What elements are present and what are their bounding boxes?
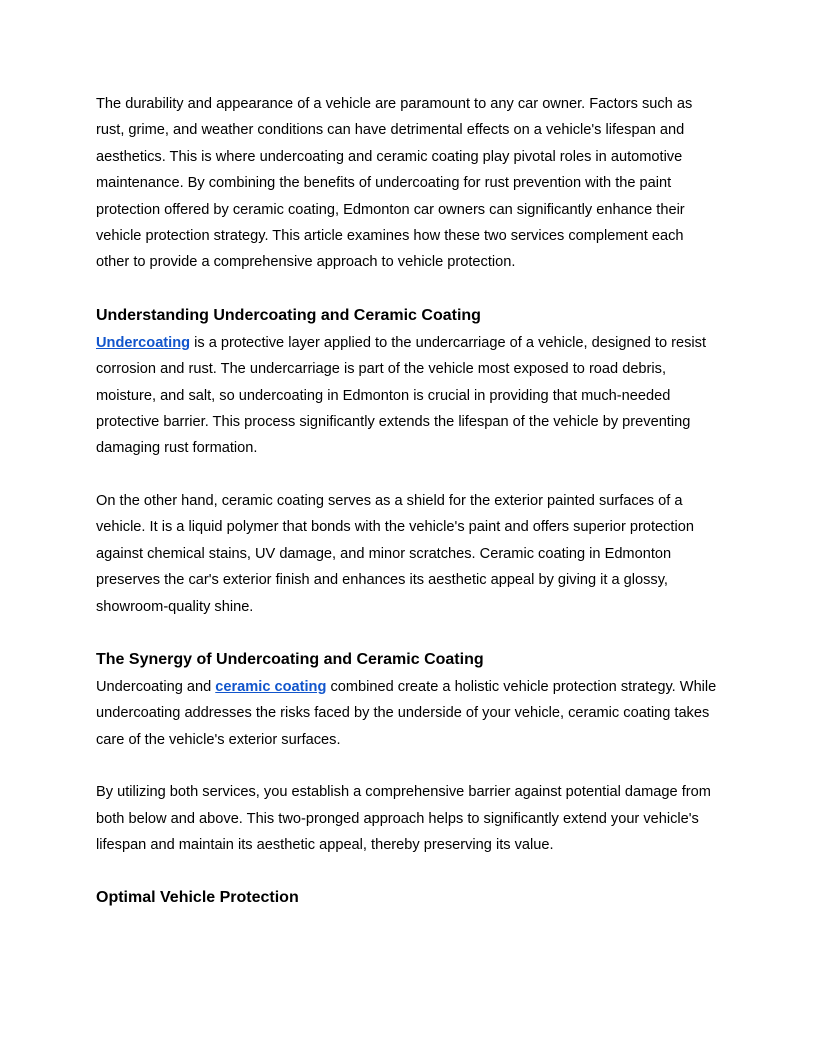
spacer	[96, 620, 720, 646]
intro-paragraph: The durability and appearance of a vehicle are paramount to any car owner. Factors such as rust, grime, and weather conditions can have detrimental effects on a vehicle's lifespan and aesthetics. This is where undercoating and ceramic coating play pivotal roles in automotive maintenance. By combining the benefits of undercoating for rust prevention with the paint protection offered by ceramic coating, Edmonton car owners can significantly enhance their vehicle protection strategy. This article examines how these two services complement each other to provide a comprehensive approach to vehicle protection.	[96, 96, 693, 271]
section-heading-understanding: Understanding Undercoating and Ceramic Coating	[96, 306, 481, 324]
ceramic-coating-link[interactable]: ceramic coating	[215, 678, 327, 695]
synergy-text-after: combined create a holistic vehicle protection strategy. While undercoating addresses the risks faced by the underside of your vehicle, ceramic coating takes care of the vehicle's exterior surfaces.	[96, 678, 717, 748]
section-heading-synergy: The Synergy of Undercoating and Ceramic Coating	[96, 650, 484, 668]
synergy-paragraph	[96, 674, 720, 753]
spacer	[96, 753, 720, 779]
undercoating-paragraph	[96, 330, 720, 462]
undercoating-paragraph-text: is a protective layer applied to the undercarriage of a vehicle, designed to resist corrosion and rust. The undercarriage is part of the vehicle most exposed to road debris, moisture, and salt, so undercoating in Edmonton is crucial in providing that much-needed protective barrier. This process significantly extends the lifespan of the vehicle by preventing damaging rust formation.	[96, 334, 707, 457]
document-page	[96, 91, 720, 912]
ceramic-coating-paragraph: On the other hand, ceramic coating serves as a shield for the exterior painted surfaces of a vehicle. It is a liquid polymer that bonds with the vehicle's paint and offers superior protection against chemical stains, UV damage, and minor scratches. Ceramic coating in Edmonton preserves the car's exterior finish and enhances its aesthetic appeal by giving it a glossy, showroom-quality shine.	[96, 492, 694, 615]
synergy-text-before: Undercoating and	[96, 678, 216, 695]
spacer	[96, 462, 720, 488]
spacer	[96, 276, 720, 302]
undercoating-link[interactable]: Undercoating	[96, 334, 191, 351]
section-heading-optimal: Optimal Vehicle Protection	[96, 889, 299, 907]
both-services-paragraph: By utilizing both services, you establish a comprehensive barrier against potential damage from both below and above. This two-pronged approach helps to significantly extend your vehicle's lifespan and maintain its aesthetic appeal, thereby preserving its value.	[96, 784, 711, 853]
spacer	[96, 858, 720, 884]
